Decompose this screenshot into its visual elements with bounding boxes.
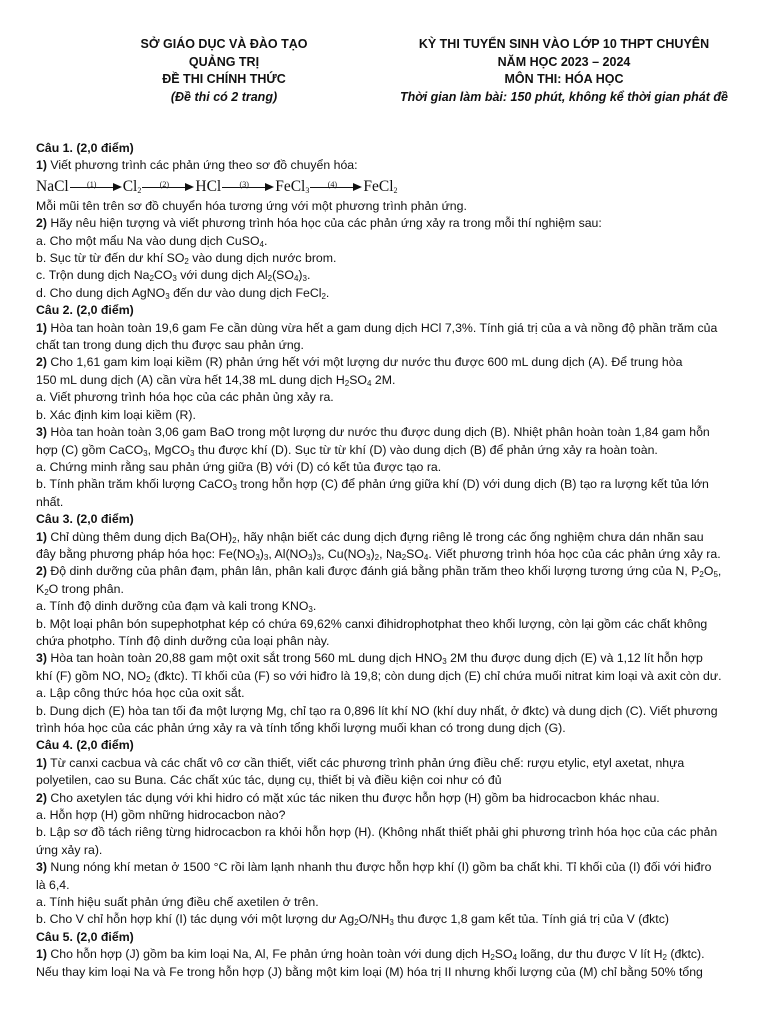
exam-line (36, 337, 736, 354)
line-text: b. Lập sơ đồ tách riêng từng hidrocacbon ra khỏi hỗn hợp (H). (Không nhất thiết phải ghi phương trình hóa học của các phản (36, 825, 718, 840)
line-text: Hòa tan hoàn toàn 20,88 gam một oxit sắt trong 560 mL dung dịch $HNO_3$ 2M thu được dung dịch (E) và 1,12 lít hỗn hợp (46, 651, 703, 667)
reaction-arrow (310, 180, 362, 194)
exam-line (36, 616, 736, 633)
line-text: khí (F) gồm NO, $NO_2$ (đktc). Tỉ khối của (F) so với hiđro là 19,8; còn dung dịch (E) chỉ chứa muối nitrat kim loại và axit còn dư. (36, 668, 722, 684)
line-text: Từ canxi cacbua và các chất vô cơ cần thiết, viết các phương trình phản ứng điều chế: rượu etylic, etyl axetat, nhựa (46, 755, 685, 770)
line-text: ứng xảy ra). (36, 842, 103, 857)
item-number: 2) (36, 790, 47, 805)
line-text: b. Một loại phân bón supephotphat kép có chứa 69,62% canxi đihidrophotphat theo khối lượng, còn lại gồm các chất không (36, 616, 708, 631)
question-heading (36, 737, 736, 754)
line-text: đây bằng phương pháp hóa học: $Fe(NO_3)_3$, $Al(NO_3)_3$, $Cu(NO_3)_2$, $Na_2SO_4$. Viết phương trình hóa học của các phản ứng xảy ra. (36, 546, 721, 562)
exam-line (36, 563, 736, 580)
line-text: chất tan trong dung dịch thu được sau phản ứng. (36, 338, 304, 353)
line-text: Cho 1,61 gam kim loại kiềm (R) phản ứng hết với một lượng dư nước thu được 600 mL dung dịch (A). Để trung hòa (46, 355, 683, 370)
question-title: Câu 1. (2,0 điểm) (36, 141, 134, 155)
exam-line (36, 772, 736, 789)
item-number: 2) (36, 216, 47, 231)
line-text: b. Sục từ từ đến dư khí $SO_2$ vào dung dịch nước brom. (36, 251, 337, 267)
line-text: Hãy nêu hiện tượng và viết phương trình hóa học của các phản ứng xảy ra trong mỗi thí nghiệm sau: (46, 216, 602, 231)
exam-line (36, 250, 736, 267)
exam-line (36, 233, 736, 250)
exam-line (36, 285, 736, 302)
arrow-label: (4) (327, 180, 338, 190)
question-heading (36, 302, 736, 319)
exam-line (36, 877, 736, 894)
exam-line (36, 911, 736, 928)
exam-line (36, 320, 736, 337)
line-text: là 6,4. (36, 877, 70, 892)
line-text: a. Tính độ dinh dưỡng của đạm và kali trong $KNO_3$. (36, 599, 317, 615)
arrow-label: (1) (87, 180, 97, 190)
item-number: 3) (36, 651, 47, 666)
header-left (118, 36, 330, 106)
line-text: chứa photpho. Tính độ dinh dưỡng của loại phân này. (36, 633, 330, 648)
department-name: SỞ GIÁO DỤC VÀ ĐÀO TẠO (140, 37, 308, 51)
exam-line (36, 668, 736, 685)
question-title: Câu 2. (2,0 điểm) (36, 303, 134, 318)
line-text: Mỗi mũi tên trên sơ đồ chuyển hóa tương ứng với một phương trình phản ứng. (36, 198, 467, 213)
exam-line (36, 459, 736, 476)
exam-line (36, 476, 736, 493)
item-number: 3) (36, 425, 47, 440)
line-text: nhất. (36, 494, 64, 509)
line-text: a. Lập công thức hóa học của oxit sắt. (36, 686, 245, 701)
line-text: Độ dinh dưỡng của phân đạm, phân lân, phân kali được đánh giá bằng phần trăm theo khối lượng tương ứng của N, $P_2O_5$, (46, 564, 722, 580)
question-heading (36, 929, 736, 946)
line-text: 150 mL dung dịch (A) cần vừa hết 14,38 mL dung dịch $H_2SO_4$ 2M. (36, 372, 396, 388)
exam-line (36, 685, 736, 702)
item-number: 3) (36, 860, 47, 875)
line-text: Nung nóng khí metan ở 1500 °C rồi làm lạnh nhanh thu được hỗn hợp khí (I) gồm ba chất khi. Tỉ khối của (I) đối với hiđro (46, 860, 712, 875)
exam-line (36, 198, 736, 215)
line-text: hợp (C) gồm CaCO$_3$, MgCO$_3$ thu được khí (D). Sục từ từ khí (D) vào dung dịch (B) để phản ứng xảy ra hoàn toàn. (36, 442, 658, 458)
exam-line (36, 354, 736, 371)
question-title: Câu 3. (2,0 điểm) (36, 512, 134, 527)
time-limit: Thời gian làm bài: 150 phút, không kể thời gian phát đề (400, 89, 728, 104)
schema-compound: $Cl_2$ (122, 177, 142, 195)
reaction-arrow (222, 180, 274, 194)
line-text: trình hóa học của các phản ứng xảy ra và tính tổng khối lượng muối khan có trong dung dịch (G). (36, 721, 566, 735)
exam-line (36, 964, 736, 981)
item-number: 1) (36, 320, 47, 335)
line-text: Nếu thay kim loại Na và Fe trong hỗn hợp (J) bằng một kim loại (M) hóa trị II nhưng khối lượng của (M) chỉ bằng 50% tổng (36, 964, 703, 979)
line-text: a. Chứng minh rằng sau phản ứng giữa (B) với (D) có kết tủa được tạo ra. (36, 459, 442, 474)
item-number: 2) (36, 564, 47, 579)
question-title: Câu 5. (2,0 điểm) (36, 929, 134, 944)
province-name: QUẢNG TRỊ (188, 54, 260, 69)
official-exam-label: ĐỀ THI CHÍNH THỨC (162, 72, 286, 86)
line-text: b. Cho V chỉ hỗn hợp khí (I) tác dụng với một lượng dư $Ag_2O/NH_3$ thu được 1,8 gam kết tủa. Tính giá trị của V (đktc) (36, 912, 669, 928)
schema-compound: FeCl$_2$ (363, 177, 398, 195)
exam-line (36, 407, 736, 424)
schema-compound: FeCl$_3$ (275, 177, 310, 195)
conversion-schema (36, 176, 736, 198)
line-text: b. Xác định kim loại kiềm (R). (36, 407, 196, 422)
exam-line (36, 842, 736, 859)
exam-line (36, 581, 736, 598)
reaction-arrow (142, 180, 194, 194)
line-text: Viết phương trình các phản ứng theo sơ đồ chuyển hóa: (46, 158, 358, 173)
item-number: 1) (36, 947, 47, 962)
exam-name: KỲ THI TUYỂN SINH VÀO LỚP 10 THPT CHUYÊN (418, 37, 710, 51)
exam-line (36, 633, 736, 650)
line-text: c. Trộn dung dịch $Na_2CO_3$ với dung dịch $Al_2(SO_4)_3$. (36, 268, 311, 284)
exam-body (36, 140, 736, 981)
arrow-label: (2) (159, 180, 170, 190)
exam-line (36, 598, 736, 615)
question-heading (36, 140, 736, 157)
exam-line (36, 424, 736, 441)
exam-line (36, 859, 736, 876)
exam-line (36, 157, 736, 174)
exam-line (36, 824, 736, 841)
line-text: polyetilen, cao su Buna. Các chất xúc tác, dụng cụ, thiết bị và điều kiện coi như có đủ (36, 773, 502, 788)
exam-line (36, 720, 736, 737)
exam-line (36, 755, 736, 772)
line-text: a. Hỗn hợp (H) gồm những hidrocacbon nào? (36, 808, 286, 823)
exam-line (36, 650, 736, 667)
item-number: 1) (36, 529, 47, 544)
line-text: Chỉ dùng thêm dung dịch $Ba(OH)_2$, hãy nhận biết các dung dịch đựng riêng lẻ trong các ống nghiệm chưa dán nhãn sau (46, 529, 704, 545)
line-text: a. Cho một mẩu Na vào dung dịch CuSO$_4$. (36, 233, 268, 249)
reaction-arrow (70, 180, 122, 194)
subject: MÔN THI: HÓA HỌC (504, 72, 624, 86)
line-text: b. Tính phần trăm khối lượng CaCO$_3$ trong hỗn hợp (C) để phản ứng giữa khí (D) với dung dịch (B) tạo ra lượng kết tủa lớn (36, 477, 709, 493)
exam-line (36, 546, 736, 563)
schema-compound: NaCl (36, 177, 69, 195)
exam-line (36, 894, 736, 911)
exam-line (36, 372, 736, 389)
exam-line (36, 442, 736, 459)
line-text: d. Cho dung dịch AgNO$_3$ đến dư vào dung dịch FeCl$_2$. (36, 285, 330, 301)
exam-line (36, 494, 736, 511)
header-right (388, 36, 740, 106)
line-text: Cho axetylen tác dụng với khi hidro có mặt xúc tác niken thu được hỗn hợp (H) gồm ba hidrocacbon khác nhau. (46, 790, 660, 805)
exam-line (36, 790, 736, 807)
line-text: a. Tính hiệu suất phản ứng điều chế axetilen ở trên. (36, 895, 319, 910)
line-text: $K_2O$ trong phân. (36, 581, 124, 597)
exam-line (36, 807, 736, 824)
exam-line (36, 215, 736, 232)
item-number: 2) (36, 355, 47, 370)
line-text: Hòa tan hoàn toàn 3,06 gam BaO trong một lượng dư nước thu được dung dịch (B). Nhiệt phân hoàn toàn 1,84 gam hỗn (46, 425, 710, 440)
item-number: 1) (36, 755, 47, 770)
question-title: Câu 4. (2,0 điểm) (36, 738, 134, 753)
school-year: NĂM HỌC 2023 – 2024 (497, 54, 631, 69)
schema-compound: HCl (195, 177, 222, 195)
item-number: 1) (36, 158, 47, 173)
exam-line (36, 703, 736, 720)
arrow-label: (3) (239, 180, 249, 190)
line-text: Cho hỗn hợp (J) gồm ba kim loại Na, Al, Fe phản ứng hoàn toàn với dung dịch $H_2SO_4$ loãng, dư thu được V lít $H_2$ (đktc). (46, 947, 705, 963)
line-text: b. Dung dịch (E) hòa tan tối đa một lượng Mg, chỉ tạo ra 0,896 lít khí NO (khí duy nhất, ở đktc) và dung dịch (C). Viết phương (36, 703, 718, 718)
line-text: Hòa tan hoàn toàn 19,6 gam Fe cần dùng vừa hết a gam dung dịch HCl 7,3%. Tính giá trị của a và nồng độ phần trăm của (46, 320, 718, 335)
exam-line (36, 267, 736, 284)
question-heading (36, 511, 736, 528)
line-text: a. Viết phương trình hóa học của các phản ủng xảy ra. (36, 390, 334, 405)
exam-line (36, 946, 736, 963)
exam-line (36, 529, 736, 546)
exam-line (36, 389, 736, 406)
page-count-note: (Đề thi có 2 trang) (170, 89, 278, 104)
